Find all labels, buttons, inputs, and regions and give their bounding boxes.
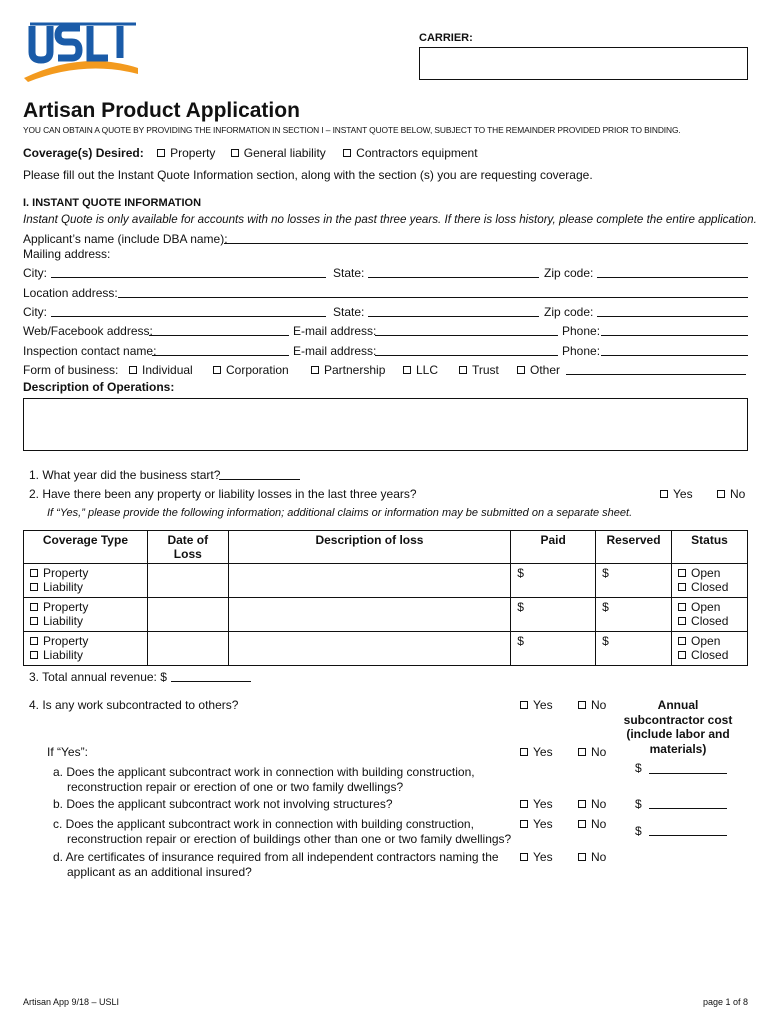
checkbox-icon [717, 490, 725, 498]
currency-symbol: $ [602, 566, 609, 580]
usli-logo [22, 22, 140, 82]
status-cell [672, 632, 748, 666]
checkbox-icon [678, 569, 686, 577]
no-label: No [591, 817, 607, 831]
location-zip-field[interactable] [597, 316, 748, 317]
checkbox-icon [578, 820, 586, 828]
checkbox-icon [231, 149, 239, 157]
open-checkbox[interactable] [678, 600, 741, 614]
option-label: Property [43, 600, 89, 614]
web-label: Web/Facebook address: [23, 324, 153, 338]
closed-checkbox[interactable] [678, 648, 741, 662]
checkbox-icon [517, 366, 525, 374]
qd-no-checkbox[interactable] [578, 850, 606, 864]
checkbox-icon [30, 617, 38, 625]
phone-field[interactable] [601, 335, 748, 336]
q3-label: 3. Total annual revenue: [29, 670, 157, 684]
q2-label: 2. Have there been any property or liability losses in the last three years? [29, 487, 417, 501]
no-label: No [591, 745, 607, 759]
checkbox-icon [343, 149, 351, 157]
qa-cost-field[interactable] [649, 773, 727, 774]
qa-line-2: reconstruction repair or erection of one or two family dwellings? [67, 779, 404, 794]
checkbox-icon [678, 603, 686, 611]
currency-symbol: $ [517, 566, 524, 580]
qa-dollar: $ [635, 761, 642, 775]
state-label: State: [333, 305, 365, 319]
checkbox-icon [213, 366, 221, 374]
liability-checkbox[interactable] [30, 614, 141, 628]
qb-yes-checkbox[interactable] [520, 797, 553, 811]
table-row [24, 632, 748, 666]
inspection-email-field[interactable] [375, 355, 558, 356]
reserved-cell[interactable] [596, 632, 672, 666]
currency-symbol: $ [517, 634, 524, 648]
checkbox-icon [30, 569, 38, 577]
checkbox-icon [520, 853, 528, 861]
checkbox-icon [520, 748, 528, 756]
qd-text [53, 850, 499, 879]
usli-logo-graphic [22, 22, 140, 82]
location-city-field[interactable] [51, 316, 326, 317]
header-coverage-type: Coverage Type [24, 531, 148, 564]
checkbox-icon [459, 366, 467, 374]
page-subtitle: YOU CAN OBTAIN A QUOTE BY PROVIDING THE INFORMATION IN SECTION I – INSTANT QUOTE BELOW, SUBJECT TO THE REMAINDER PROVIDED PRIOR TO BINDING. [23, 125, 681, 135]
currency-symbol: $ [517, 600, 524, 614]
table-row [24, 564, 748, 598]
zip-field[interactable] [597, 277, 748, 278]
property-checkbox[interactable] [30, 566, 141, 580]
business-other-checkbox[interactable] [517, 363, 560, 377]
location-state-field[interactable] [368, 316, 539, 317]
mailing-address-label: Mailing address: [23, 247, 111, 261]
checkbox-icon [578, 853, 586, 861]
paid-cell[interactable] [511, 598, 596, 632]
liability-checkbox[interactable] [30, 580, 141, 594]
qd-line-1: d. Are certificates of insurance required from all independent contractors naming the [53, 850, 499, 864]
checkbox-icon [520, 820, 528, 828]
option-label: Property [43, 634, 89, 648]
closed-checkbox[interactable] [678, 614, 741, 628]
city-label: City: [23, 305, 47, 319]
option-label: Closed [691, 580, 729, 594]
option-label: Open [691, 634, 721, 648]
description-cell[interactable] [228, 564, 510, 598]
option-label: Open [691, 566, 721, 580]
email-label: E-mail address: [293, 344, 377, 358]
qc-text [53, 817, 511, 846]
yes-label: Yes [533, 850, 553, 864]
business-type-label: Other [530, 363, 561, 377]
header-date-of-loss: Date of Loss [147, 531, 228, 564]
yes-label: Yes [533, 745, 553, 759]
business-llc-checkbox[interactable] [403, 363, 438, 377]
description-cell[interactable] [228, 632, 510, 666]
yes-label: Yes [533, 817, 553, 831]
coverage-type-cell [24, 598, 148, 632]
checkbox-icon [520, 701, 528, 709]
checkbox-icon [311, 366, 319, 374]
if-yes-label: If “Yes”: [47, 745, 88, 759]
reserved-cell[interactable] [596, 598, 672, 632]
business-partnership-checkbox[interactable] [311, 363, 385, 377]
date-of-loss-cell[interactable] [147, 598, 228, 632]
checkbox-icon [30, 651, 38, 659]
business-type-label: LLC [416, 363, 439, 377]
status-cell [672, 564, 748, 598]
if-yes-no-checkbox[interactable] [578, 745, 606, 759]
annual-sub-cost-header: Annual subcontractor cost (include labor and materials) [623, 698, 733, 756]
status-cell [672, 598, 748, 632]
business-type-label: Partnership [324, 363, 386, 377]
description-cell[interactable] [228, 598, 510, 632]
inspection-phone-field[interactable] [601, 355, 748, 356]
property-checkbox[interactable] [30, 600, 141, 614]
qb-cost-field[interactable] [649, 808, 727, 809]
option-label: Property [43, 566, 89, 580]
qd-line-2: applicant as an additional insured? [67, 864, 252, 879]
checkbox-icon [403, 366, 411, 374]
checkbox-icon [129, 366, 137, 374]
email-field[interactable] [375, 335, 558, 336]
no-label: No [591, 850, 607, 864]
checkbox-icon [578, 748, 586, 756]
qc-no-checkbox[interactable] [578, 817, 606, 831]
footer-left: Artisan App 9/18 – USLI [23, 997, 120, 1007]
q2-yes-checkbox[interactable] [660, 487, 693, 501]
carrier-label: CARRIER: [419, 32, 473, 44]
if-yes-yes-checkbox[interactable] [520, 745, 553, 759]
option-label: Closed [691, 648, 729, 662]
q3-row [29, 670, 167, 684]
open-checkbox[interactable] [678, 566, 741, 580]
option-label: Liability [43, 580, 84, 594]
coverage-option-label: General liability [243, 146, 326, 160]
option-label: Liability [43, 648, 84, 662]
yes-label: Yes [673, 487, 693, 501]
location-address-field[interactable] [118, 297, 748, 298]
q1-label: 1. What year did the business start? [29, 468, 221, 482]
qa-line-1: a. Does the applicant subcontract work in connection with building construction, [53, 765, 475, 779]
paid-cell[interactable] [511, 564, 596, 598]
open-checkbox[interactable] [678, 634, 741, 648]
state-label: State: [333, 266, 365, 280]
qc-yes-checkbox[interactable] [520, 817, 553, 831]
location-address-label: Location address: [23, 286, 118, 300]
q3-field[interactable] [171, 681, 251, 682]
qb-no-checkbox[interactable] [578, 797, 606, 811]
q4-yes-checkbox[interactable] [520, 698, 553, 712]
applicant-name-label: Applicant’s name (include DBA name): [23, 232, 228, 246]
description-input[interactable] [23, 398, 748, 451]
applicant-name-field[interactable] [224, 243, 748, 244]
checkbox-icon [678, 583, 686, 591]
checkbox-icon [660, 490, 668, 498]
footer-page-number: page 1 of 8 [702, 997, 748, 1007]
header-reserved: Reserved [596, 531, 672, 564]
inspection-contact-label: Inspection contact name: [23, 344, 157, 358]
header-description: Description of loss [228, 531, 510, 564]
form-of-business-label: Form of business: [23, 363, 119, 377]
qd-yes-checkbox[interactable] [520, 850, 553, 864]
business-trust-checkbox[interactable] [459, 363, 499, 377]
business-type-label: Corporation [226, 363, 289, 377]
header-paid: Paid [511, 531, 596, 564]
carrier-input[interactable] [419, 47, 748, 80]
checkbox-icon [30, 637, 38, 645]
date-of-loss-cell[interactable] [147, 564, 228, 598]
business-individual-checkbox[interactable] [129, 363, 193, 377]
q2-no-checkbox[interactable] [717, 487, 745, 501]
qc-line-1: c. Does the applicant subcontract work in connection with building construction, [53, 817, 474, 831]
q1-field[interactable] [219, 479, 300, 480]
closed-checkbox[interactable] [678, 580, 741, 594]
qa-text [53, 765, 475, 794]
business-corporation-checkbox[interactable] [213, 363, 289, 377]
qb-label: b. Does the applicant subcontract work not involving structures? [53, 797, 393, 811]
reserved-cell[interactable] [596, 564, 672, 598]
q4-no-checkbox[interactable] [578, 698, 606, 712]
coverage-option-label: Contractors equipment [356, 146, 478, 160]
business-type-label: Individual [142, 363, 193, 377]
qc-cost-field[interactable] [649, 835, 727, 836]
currency-symbol: $ [602, 634, 609, 648]
dollar-sign: $ [160, 670, 167, 684]
city-field[interactable] [51, 277, 326, 278]
qb-dollar: $ [635, 797, 642, 811]
loss-table [23, 530, 748, 666]
qc-line-2: reconstruction repair or erection of buildings other than one or two family dwellings? [67, 831, 512, 846]
checkbox-icon [520, 800, 528, 808]
yes-label: Yes [533, 797, 553, 811]
zip-label: Zip code: [544, 266, 594, 280]
business-type-label: Trust [472, 363, 499, 377]
instruction-text: Please fill out the Instant Quote Information section, along with the section (s) you are requesting coverage. [23, 168, 593, 182]
checkbox-icon [678, 651, 686, 659]
currency-symbol: $ [602, 600, 609, 614]
checkbox-icon [678, 637, 686, 645]
coverage-contractors-equipment-checkbox[interactable] [343, 146, 477, 160]
checkbox-icon [30, 603, 38, 611]
no-label: No [730, 487, 746, 501]
section-note: Instant Quote is only available for accounts with no losses in the past three years. If there is loss history, please complete the entire application. [23, 213, 757, 226]
option-label: Open [691, 600, 721, 614]
state-field[interactable] [368, 277, 539, 278]
coverage-label: Coverage(s) Desired: [23, 146, 144, 160]
checkbox-icon [157, 149, 165, 157]
option-label: Liability [43, 614, 84, 628]
section-heading: I. INSTANT QUOTE INFORMATION [23, 197, 202, 209]
business-other-field[interactable] [566, 374, 746, 375]
page-title: Artisan Product Application [23, 99, 300, 122]
coverage-general-liability-checkbox[interactable] [231, 146, 326, 160]
property-checkbox[interactable] [30, 634, 141, 648]
checkbox-icon [678, 617, 686, 625]
inspection-contact-field[interactable] [152, 355, 289, 356]
paid-cell[interactable] [511, 632, 596, 666]
yes-label: Yes [533, 698, 553, 712]
q4-label: 4. Is any work subcontracted to others? [29, 698, 239, 712]
web-field[interactable] [149, 335, 289, 336]
phone-label: Phone: [562, 344, 601, 358]
coverage-row [23, 146, 478, 160]
city-label: City: [23, 266, 47, 280]
email-label: E-mail address: [293, 324, 377, 338]
q2-note: If “Yes,” please provide the following information; additional claims or information may be submitted on a separate sheet. [47, 507, 633, 519]
option-label: Closed [691, 614, 729, 628]
no-label: No [591, 698, 607, 712]
liability-checkbox[interactable] [30, 648, 141, 662]
no-label: No [591, 797, 607, 811]
coverage-type-cell [24, 564, 148, 598]
table-row [24, 598, 748, 632]
checkbox-icon [578, 701, 586, 709]
coverage-type-cell [24, 632, 148, 666]
phone-label: Phone: [562, 324, 601, 338]
header-status: Status [672, 531, 748, 564]
checkbox-icon [30, 583, 38, 591]
checkbox-icon [578, 800, 586, 808]
description-label: Description of Operations: [23, 380, 175, 394]
date-of-loss-cell[interactable] [147, 632, 228, 666]
loss-table-header [24, 531, 748, 564]
coverage-property-checkbox[interactable] [157, 146, 215, 160]
zip-label: Zip code: [544, 305, 594, 319]
qc-dollar: $ [635, 824, 642, 838]
coverage-option-label: Property [170, 146, 216, 160]
form-of-business-row [23, 363, 118, 377]
